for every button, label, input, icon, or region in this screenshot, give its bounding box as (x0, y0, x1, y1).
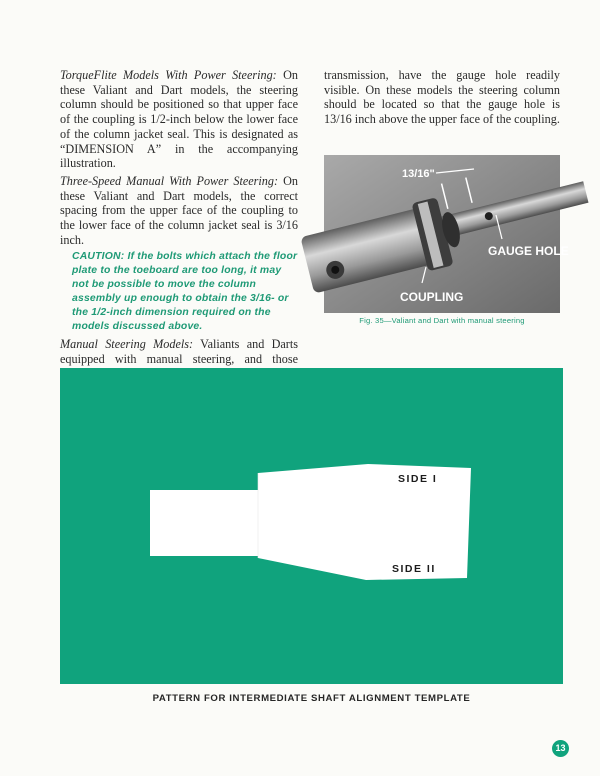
three-speed-heading: Three-Speed Manual With Power Steering: (60, 173, 279, 188)
torqueflite-heading: TorqueFlite Models With Power Steering: (60, 68, 277, 82)
page-number-badge: 13 (552, 740, 569, 757)
three-speed-body: On these Valiant and Dart models, the correct spacing from the upper face of the coupling to the lower face of the column jacket seal is 3/16 inch. (60, 173, 298, 247)
dimension-label: 13/16" (402, 168, 435, 180)
pattern-caption: PATTERN FOR INTERMEDIATE SHAFT ALIGNMENT TEMPLATE (152, 693, 471, 704)
coupling-label: COUPLING (400, 290, 464, 304)
steering-coupling-photo (324, 155, 569, 313)
torqueflite-paragraph (60, 68, 298, 171)
caution-note: CAUTION: If the bolts which attach the floor plate to the toeboard are too long, it may not be possible to move the column assembly up enough to obtain the 3/16- or the 1/2-inch dimension required on the models discussed above. (72, 251, 298, 332)
side-two-label: SIDE II (392, 563, 436, 575)
left-text-column (60, 68, 298, 384)
gauge-hole-label: GAUGE HOLE (488, 244, 569, 258)
figure-caption: Fig. 35—Valiant and Dart with manual steering (359, 316, 525, 325)
alignment-template-pattern (60, 368, 563, 684)
torqueflite-body: On these Valiant and Dart models, the steering column should be positioned so that upper face of the coupling is 1/2-inch below the lower face of the column jacket seal. This is designated as “DIMENSION A” in the accompanying illustration. (60, 68, 298, 171)
steering-coupling-illustration (324, 155, 569, 313)
manual-steering-heading: Manual Steering Models: (60, 336, 194, 351)
gauge-hole-paragraph: transmission, have the gauge hole readily visible. On these models the steering column should be located so that the gauge hole is 13/16 inch above the upper face of the coupling. (324, 68, 560, 127)
right-text-column (324, 68, 560, 130)
three-speed-paragraph (60, 174, 298, 248)
manual-steering-body: Valiants and Darts equipped with manual steering, and those (60, 336, 298, 366)
template-panel (60, 368, 563, 684)
side-one-label: SIDE I (398, 473, 438, 485)
